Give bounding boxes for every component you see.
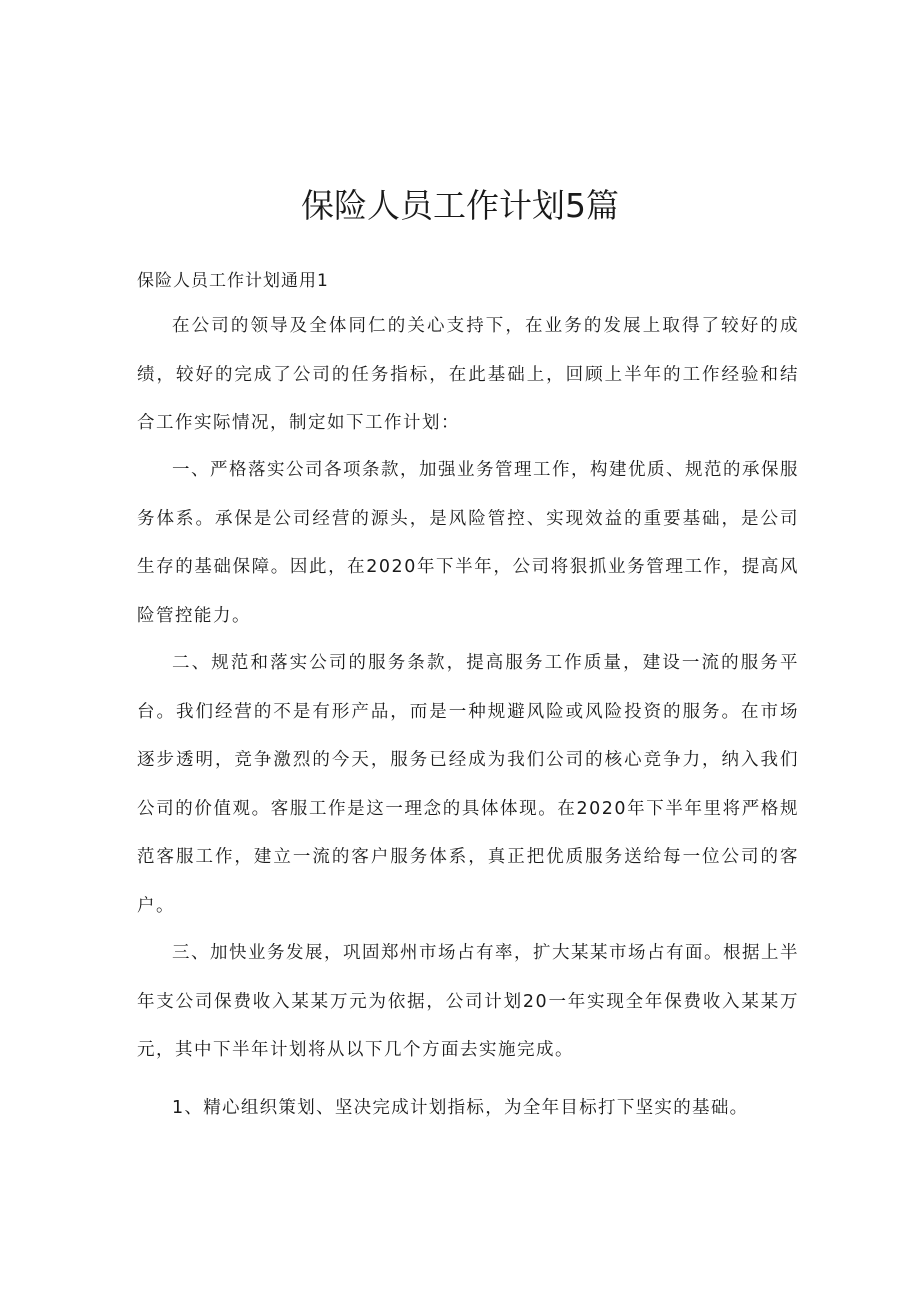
paragraph-item-2: 二、规范和落实公司的服务条款，提高服务工作质量，建设一流的服务平台。我们经营的不是有形产品，而是一种规避风险或风险投资的服务。在市场逐步透明，竞争激烈的今天，服务已经成为我们公司的核心竞争力，纳入我们公司的价值观。客服工作是这一理念的具体体现。在2020年下半年里将严格规范客服工作，建立一流的客户服务体系，真正把优质服务送给每一位公司的客户。 xyxy=(137,653,799,916)
paragraph-subitem-1: 1、精心组织策划、坚决完成计划指标，为全年目标打下坚实的基础。 xyxy=(172,1098,749,1118)
paragraph-intro: 在公司的领导及全体同仁的关心支持下，在业务的发展上取得了较好的成绩，较好的完成了公司的任务指标，在此基础上，回顾上半年的工作经验和结合工作实际情况，制定如下工作计划： xyxy=(137,316,799,433)
document-title: 保险人员工作计划5篇 xyxy=(301,186,619,226)
paragraph-item-1: 一、严格落实公司各项条款，加强业务管理工作，构建优质、规范的承保服务体系。承保是公司经营的源头，是风险管控、实现效益的重要基础，是公司生存的基础保障。因此，在2020年下半年，公司将狠抓业务管理工作，提高风险管控能力。 xyxy=(137,460,799,626)
section-heading: 保险人员工作计划通用1 xyxy=(137,271,329,291)
paragraph-item-3: 三、加快业务发展，巩固郑州市场占有率，扩大某某市场占有面。根据上半年支公司保费收入某某万元为依据，公司计划20一年实现全年保费收入某某万元，其中下半年计划将从以下几个方面去实施完成。 xyxy=(137,943,799,1060)
